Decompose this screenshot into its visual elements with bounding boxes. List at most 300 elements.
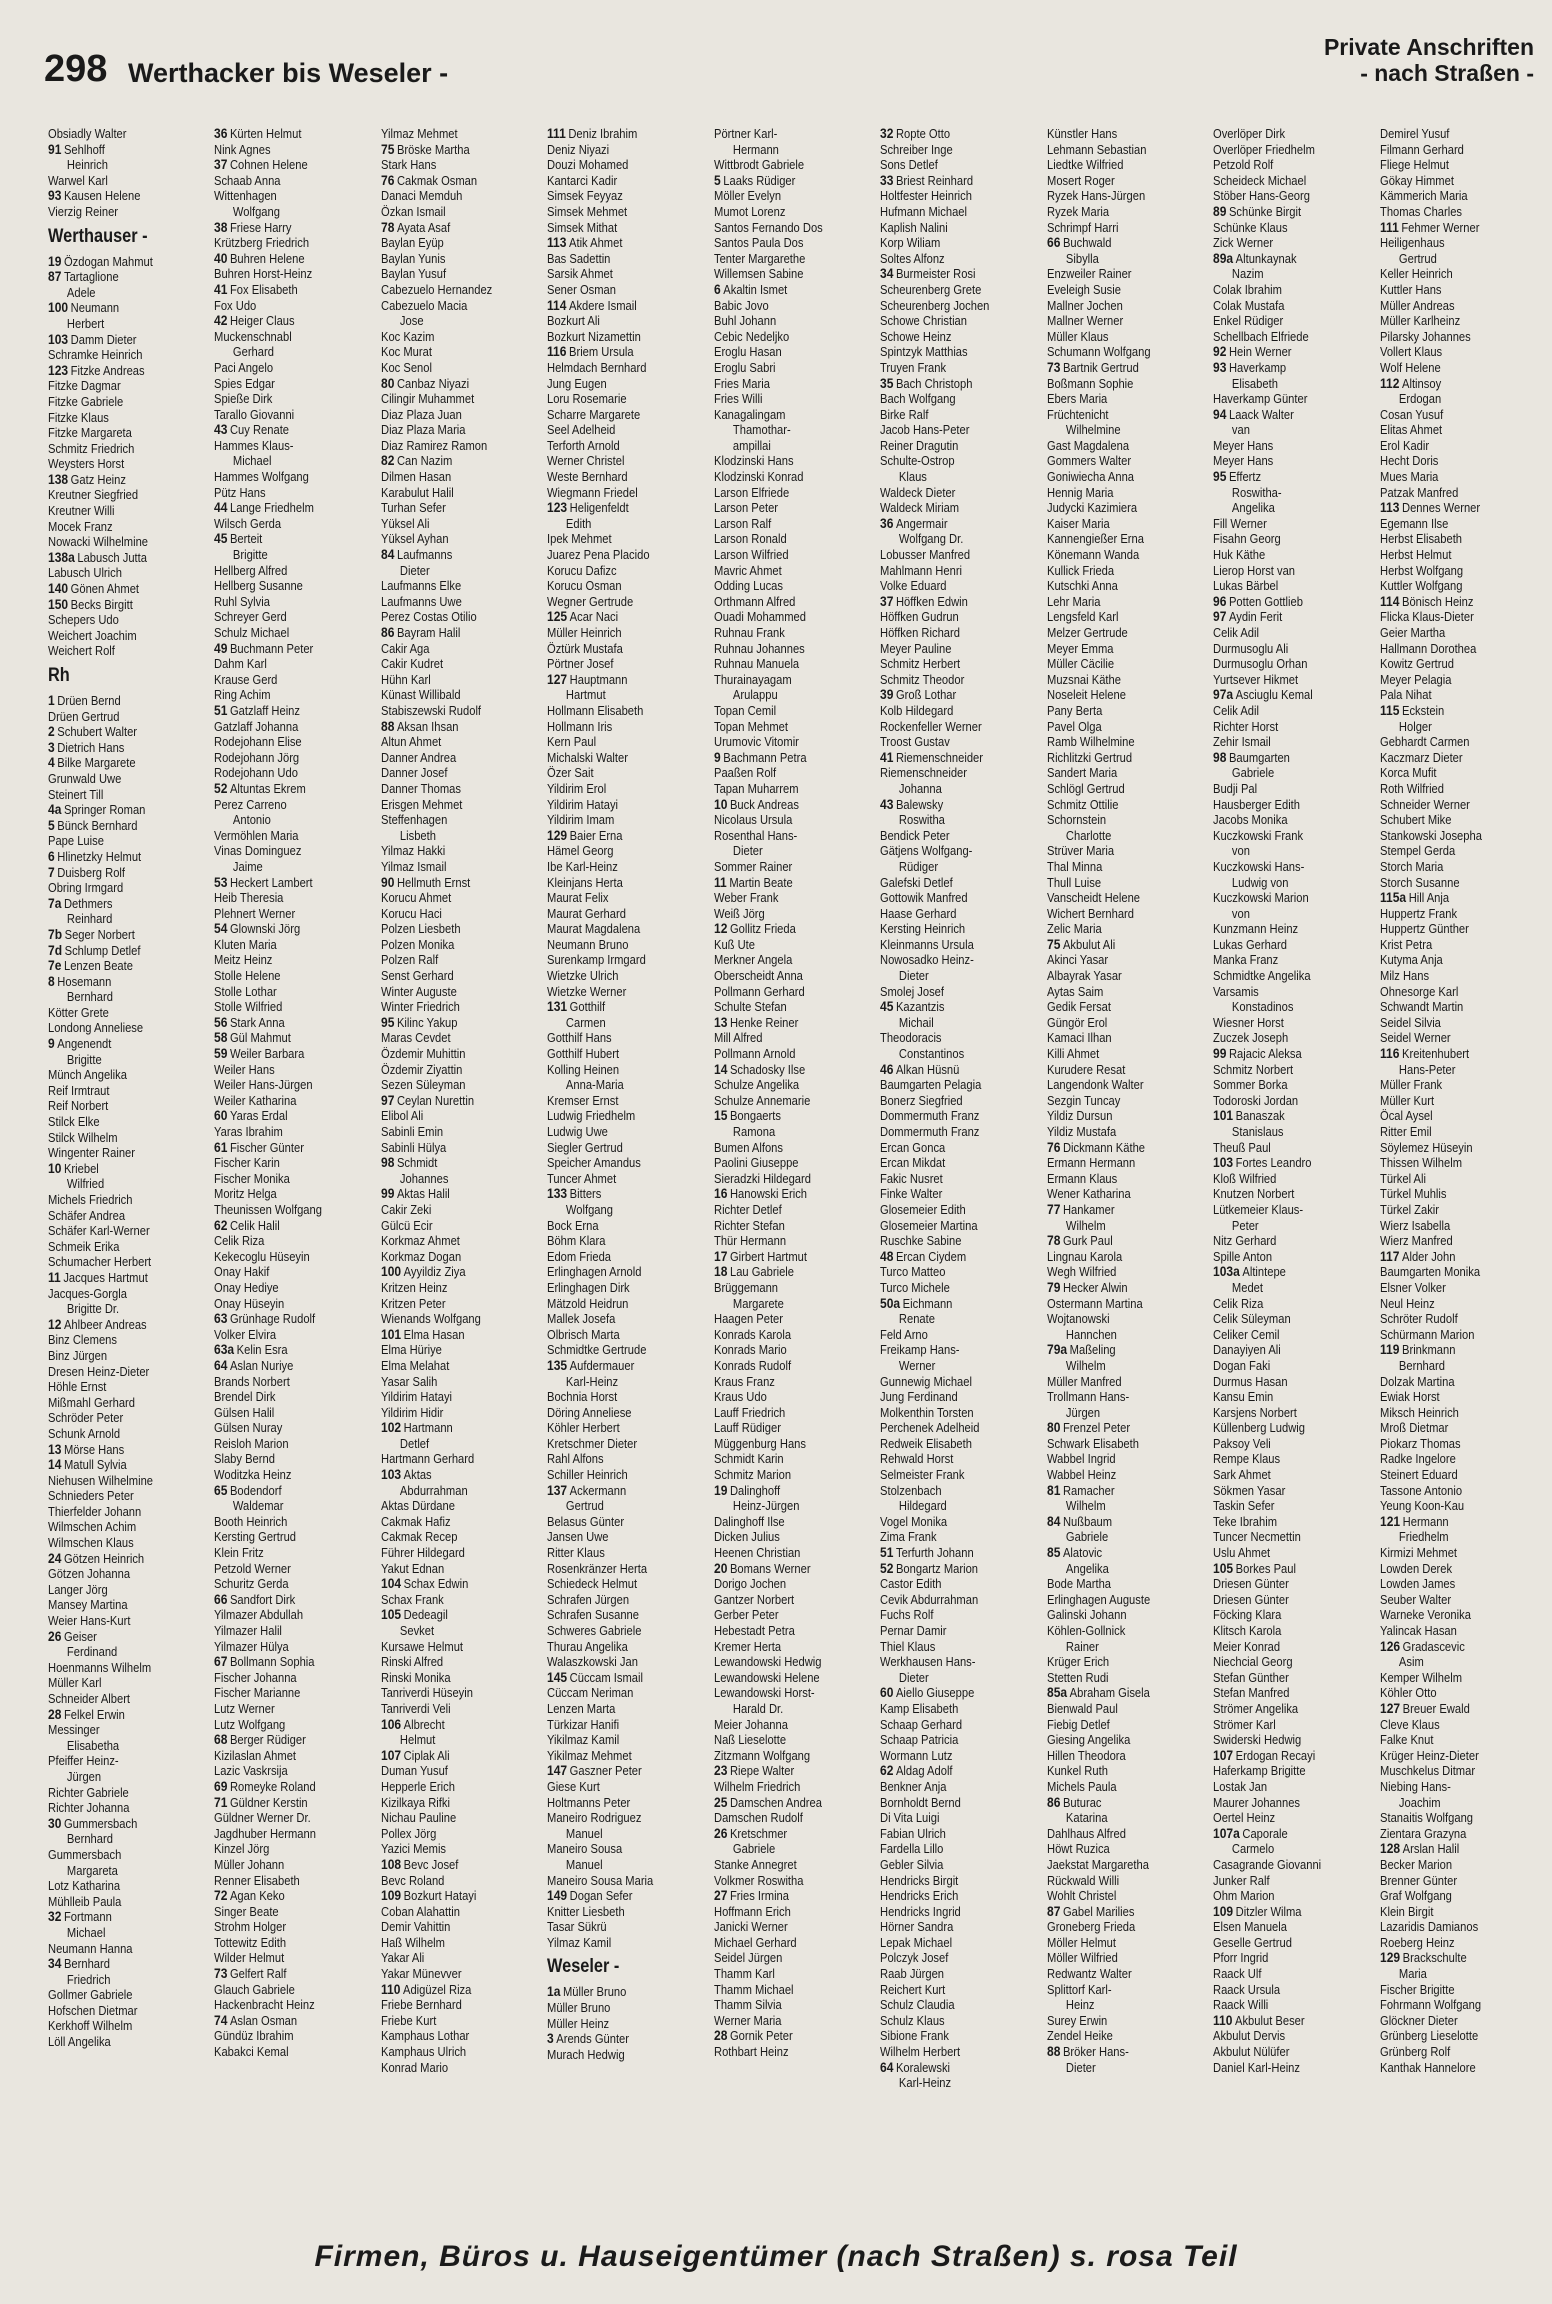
directory-entry bbox=[381, 1529, 539, 1545]
resident-name: Meyer Hans bbox=[1213, 437, 1274, 453]
resident-name: Stanke Annegret bbox=[713, 1856, 797, 1872]
directory-entry bbox=[547, 438, 705, 454]
resident-name: Rodejohann Jörg bbox=[214, 749, 300, 765]
directory-entry bbox=[547, 1498, 705, 1514]
resident-name: Olbrisch Marta bbox=[547, 1326, 621, 1342]
directory-entry bbox=[1213, 1654, 1371, 1670]
house-number: 19 bbox=[48, 253, 62, 269]
resident-name: Meyer Emma bbox=[1046, 640, 1114, 656]
resident-name: Haferkamp Brigitte bbox=[1213, 1763, 1306, 1779]
resident-name: Damschen Andrea bbox=[729, 1794, 822, 1810]
house-number: 85 bbox=[1046, 1545, 1061, 1561]
resident-name: Wilfried bbox=[66, 1176, 105, 1192]
resident-name: Roswitha bbox=[899, 812, 946, 828]
directory-entry bbox=[48, 441, 206, 457]
resident-name: Hennig Maria bbox=[1046, 484, 1114, 500]
directory-entry bbox=[880, 1701, 1038, 1717]
resident-name: Thurau Angelika bbox=[547, 1638, 629, 1654]
directory-entry bbox=[381, 1171, 539, 1187]
directory-entry bbox=[381, 1467, 539, 1483]
house-number: 43 bbox=[214, 422, 228, 438]
house-number: 65 bbox=[214, 1482, 228, 1498]
directory-entry bbox=[214, 1779, 372, 1795]
directory-entry bbox=[714, 266, 872, 282]
resident-name: Sibione Frank bbox=[880, 2028, 950, 2044]
resident-name: Jacob Hans-Peter bbox=[880, 422, 970, 438]
directory-entry bbox=[48, 740, 206, 756]
directory-entry bbox=[48, 643, 206, 659]
resident-name: Mues Maria bbox=[1379, 469, 1438, 485]
resident-name: Glosemeier Edith bbox=[880, 1201, 966, 1217]
directory-entry bbox=[214, 220, 372, 236]
directory-entry bbox=[1380, 563, 1538, 579]
house-number: 26 bbox=[713, 1825, 728, 1841]
resident-name: Dolzak Martina bbox=[1379, 1373, 1455, 1389]
directory-entry bbox=[1380, 687, 1538, 703]
resident-name: Ercan Gonca bbox=[880, 1139, 946, 1155]
resident-name: Renner Elisabeth bbox=[214, 1872, 301, 1888]
resident-name: Stanaitis Wolfgang bbox=[1379, 1810, 1473, 1826]
directory-entry bbox=[214, 906, 372, 922]
resident-name: Baumgarten Monika bbox=[1379, 1264, 1480, 1280]
resident-name: Knutzen Norbert bbox=[1213, 1186, 1295, 1202]
resident-name: Zelic Maria bbox=[1046, 921, 1102, 937]
resident-name: Wiesner Horst bbox=[1213, 1014, 1284, 1030]
resident-name: Friedrich bbox=[66, 1971, 111, 1987]
resident-name: Brüggemann bbox=[713, 1279, 778, 1295]
directory-entry bbox=[381, 1685, 539, 1701]
directory-entry bbox=[714, 1561, 872, 1577]
resident-name: Tassone Antonio bbox=[1379, 1482, 1462, 1498]
directory-entry bbox=[547, 765, 705, 781]
resident-name: Michael bbox=[66, 1924, 106, 1940]
directory-entry bbox=[1380, 1046, 1538, 1062]
resident-name: Bonerz Siegfried bbox=[880, 1092, 963, 1108]
directory-entry bbox=[381, 1654, 539, 1670]
directory-entry bbox=[1213, 1545, 1371, 1561]
directory-entry bbox=[214, 1841, 372, 1857]
house-number: 9 bbox=[48, 1036, 55, 1052]
directory-entry bbox=[714, 1592, 872, 1608]
resident-name: Trollmann Hans- bbox=[1046, 1389, 1129, 1405]
directory-entry bbox=[547, 1280, 705, 1296]
resident-name: Hackenbracht Heinz bbox=[214, 1997, 316, 2013]
resident-name: Hofschen Dietmar bbox=[48, 2002, 138, 2018]
directory-entry bbox=[547, 1108, 705, 1124]
resident-name: Grünberg Rolf bbox=[1379, 2044, 1450, 2060]
directory-entry bbox=[714, 1374, 872, 1390]
directory-entry bbox=[1380, 188, 1538, 204]
house-number: 76 bbox=[1046, 1139, 1061, 1155]
resident-name: Pany Berta bbox=[1046, 702, 1102, 718]
house-number: 64 bbox=[880, 2059, 894, 2075]
directory-entry bbox=[880, 1342, 1038, 1358]
directory-entry bbox=[1047, 1966, 1205, 1982]
directory-entry bbox=[214, 984, 372, 1000]
directory-entry bbox=[1380, 344, 1538, 360]
house-number: 56 bbox=[214, 1014, 228, 1030]
resident-name: Schnieders Peter bbox=[48, 1488, 134, 1504]
directory-entry bbox=[381, 2013, 539, 2029]
resident-name: Yildirim Erol bbox=[547, 780, 607, 796]
directory-entry bbox=[1213, 453, 1371, 469]
house-number: 114 bbox=[1379, 593, 1399, 609]
directory-entry bbox=[547, 578, 705, 594]
resident-name: Cüccam Neriman bbox=[547, 1685, 634, 1701]
directory-entry bbox=[214, 1483, 372, 1499]
resident-name: Gatz Heinz bbox=[70, 471, 126, 487]
resident-name: Ermann Hermann bbox=[1046, 1155, 1135, 1171]
directory-entry bbox=[714, 1717, 872, 1733]
resident-name: Albrecht bbox=[403, 1716, 445, 1732]
directory-entry bbox=[214, 1904, 372, 1920]
resident-name: Wabbel Heinz bbox=[1046, 1467, 1116, 1483]
footer-note: Firmen, Büros u. Hauseigentümer (nach Straßen) s. rosa Teil bbox=[314, 2240, 1238, 2273]
resident-name: Dieter bbox=[1065, 2059, 1096, 2075]
house-number: 101 bbox=[1213, 1108, 1234, 1124]
directory-entry bbox=[880, 282, 1038, 298]
directory-entry bbox=[381, 859, 539, 875]
directory-entry bbox=[1047, 188, 1205, 204]
directory-entry bbox=[1380, 1873, 1538, 1889]
resident-name: Müller Johann bbox=[214, 1856, 285, 1872]
directory-entry bbox=[381, 1451, 539, 1467]
resident-name: Giesing Angelika bbox=[1046, 1732, 1130, 1748]
directory-entry bbox=[714, 1436, 872, 1452]
directory-entry bbox=[714, 1093, 872, 1109]
directory-entry bbox=[1047, 1280, 1205, 1296]
directory-entry bbox=[214, 703, 372, 719]
directory-entry bbox=[48, 456, 206, 472]
directory-entry bbox=[381, 251, 539, 267]
resident-name: Eroglu Hasan bbox=[713, 344, 782, 360]
house-number: 103 bbox=[380, 1467, 401, 1483]
resident-name: Douzi Mohamed bbox=[547, 157, 629, 173]
resident-name: Cohnen Helene bbox=[230, 157, 309, 173]
directory-entry bbox=[714, 1826, 872, 1842]
directory-entry bbox=[48, 300, 206, 316]
resident-name: Wietzke Werner bbox=[547, 983, 627, 999]
resident-name: Cevik Abdurrahman bbox=[880, 1591, 979, 1607]
directory-entry bbox=[48, 1395, 206, 1411]
resident-name: Heenen Christian bbox=[713, 1545, 801, 1561]
resident-name: Troost Gustav bbox=[880, 734, 951, 750]
house-number: 51 bbox=[214, 702, 228, 718]
directory-entry bbox=[48, 1223, 206, 1239]
directory-entry bbox=[214, 235, 372, 251]
resident-name: Schulte Stefan bbox=[713, 999, 787, 1015]
directory-entry bbox=[214, 1717, 372, 1733]
directory-entry bbox=[1047, 1763, 1205, 1779]
resident-name: Dieter bbox=[732, 843, 763, 859]
directory-entry bbox=[381, 1873, 539, 1889]
house-number: 3 bbox=[547, 2031, 555, 2047]
directory-entry bbox=[880, 952, 1038, 968]
directory-entry bbox=[214, 531, 372, 547]
directory-entry bbox=[48, 612, 206, 628]
resident-name: Ackermann bbox=[569, 1482, 627, 1498]
house-number: 39 bbox=[880, 687, 894, 703]
directory-entry bbox=[48, 173, 206, 189]
house-number: 43 bbox=[880, 796, 894, 812]
directory-entry bbox=[714, 1748, 872, 1764]
resident-name: Steinert Eduard bbox=[1379, 1467, 1458, 1483]
resident-name: Heligenfeldt bbox=[569, 500, 630, 516]
directory-entry bbox=[1213, 797, 1371, 813]
resident-name: Holtfester Heinrich bbox=[880, 188, 973, 204]
directory-entry bbox=[381, 984, 539, 1000]
resident-name: Aldag Adolf bbox=[896, 1763, 953, 1779]
directory-entry bbox=[1047, 235, 1205, 251]
directory-entry bbox=[714, 1015, 872, 1031]
directory-entry bbox=[547, 1093, 705, 1109]
resident-name: Schröder Peter bbox=[48, 1410, 124, 1426]
resident-name: Drüen Bernd bbox=[57, 693, 121, 708]
resident-name: Diaz Plaza Maria bbox=[380, 422, 466, 438]
directory-entry bbox=[1213, 1576, 1371, 1592]
directory-entry bbox=[381, 1280, 539, 1296]
directory-entry bbox=[1213, 1779, 1371, 1795]
resident-name: Huppertz Frank bbox=[1379, 905, 1457, 921]
resident-name: Müller Heinrich bbox=[547, 625, 622, 640]
resident-name: Weichert Rolf bbox=[48, 643, 115, 659]
house-number: 81 bbox=[1046, 1482, 1061, 1498]
directory-entry bbox=[48, 880, 206, 896]
directory-entry bbox=[1213, 719, 1371, 735]
house-number: 7a bbox=[48, 895, 62, 911]
directory-entry bbox=[1380, 1155, 1538, 1171]
house-number: 106 bbox=[380, 1716, 401, 1732]
resident-name: Fitzke Gabriele bbox=[48, 393, 124, 409]
resident-name: Dickmann Käthe bbox=[1062, 1139, 1145, 1155]
resident-name: Fischer Monika bbox=[214, 1170, 291, 1186]
resident-name: Yikilmaz Mehmet bbox=[547, 1747, 633, 1763]
resident-name: Mühlleib Paula bbox=[48, 1893, 122, 1909]
directory-entry bbox=[381, 797, 539, 813]
directory-entry bbox=[547, 1576, 705, 1592]
resident-name: Maria bbox=[1398, 1966, 1427, 1982]
directory-entry bbox=[880, 1280, 1038, 1296]
resident-name: Aufdermauer bbox=[569, 1357, 635, 1373]
section-title-line1: Private Anschriften bbox=[1323, 34, 1534, 60]
directory-entry bbox=[714, 1062, 872, 1078]
resident-name: Schäfer Karl-Werner bbox=[48, 1223, 150, 1239]
resident-name: Ruhnau Johannes bbox=[713, 640, 805, 656]
resident-name: Schulze Angelika bbox=[713, 1077, 799, 1093]
resident-name: Dicken Julius bbox=[713, 1529, 780, 1545]
directory-entry bbox=[48, 1161, 206, 1177]
directory-entry bbox=[547, 2047, 705, 2063]
resident-name: Becks Birgitt bbox=[70, 596, 133, 612]
resident-name: Fohrmann Wolfgang bbox=[1379, 1997, 1481, 2013]
resident-name: Wohlt Christel bbox=[1046, 1888, 1117, 1904]
house-number: 128 bbox=[1379, 1841, 1400, 1857]
directory-entry bbox=[214, 1919, 372, 1935]
directory-entry bbox=[1213, 2044, 1371, 2060]
resident-name: Gummersbach bbox=[63, 1815, 138, 1831]
resident-name: Gatzlaff Heinz bbox=[230, 702, 301, 718]
directory-entry bbox=[714, 1607, 872, 1623]
resident-name: Bernhard bbox=[66, 989, 113, 1005]
resident-name: Ruschke Sabine bbox=[880, 1233, 962, 1249]
directory-entry bbox=[1047, 1030, 1205, 1046]
directory-entry bbox=[880, 1030, 1038, 1046]
directory-entry bbox=[714, 1046, 872, 1062]
resident-name: Ohnesorge Karl bbox=[1379, 983, 1458, 999]
directory-entry bbox=[381, 656, 539, 672]
resident-name: Gülsen Halil bbox=[214, 1404, 275, 1420]
resident-name: Küllenberg Ludwig bbox=[1213, 1420, 1306, 1436]
resident-name: Schwandt Martin bbox=[1379, 999, 1463, 1015]
directory-entry bbox=[214, 937, 372, 953]
resident-name: Burmeister Rosi bbox=[896, 266, 976, 282]
resident-name: Dogan Sefer bbox=[569, 1888, 633, 1904]
directory-entry bbox=[714, 204, 872, 220]
resident-name: Manuel bbox=[566, 1856, 603, 1872]
directory-entry bbox=[1047, 1498, 1205, 1514]
resident-name: Richter Stefan bbox=[713, 1217, 785, 1233]
directory-entry bbox=[381, 594, 539, 610]
resident-name: Aytas Saim bbox=[1046, 983, 1103, 999]
directory-entry bbox=[880, 485, 1038, 501]
directory-entry bbox=[48, 1488, 206, 1504]
directory-entry bbox=[1213, 235, 1371, 251]
resident-name: Elsner Volker bbox=[1379, 1279, 1446, 1295]
resident-name: Turco Matteo bbox=[880, 1264, 946, 1280]
directory-entry bbox=[1047, 157, 1205, 173]
resident-name: Strömer Angelika bbox=[1213, 1700, 1299, 1716]
resident-name: Schwark Elisabeth bbox=[1046, 1435, 1139, 1451]
resident-name: Weichert Joachim bbox=[48, 627, 137, 643]
directory-entry bbox=[1380, 875, 1538, 891]
resident-name: Glauch Gabriele bbox=[214, 1981, 296, 1997]
resident-name: Bröker Hans- bbox=[1062, 2044, 1129, 2060]
resident-name: Klodzinski Konrad bbox=[713, 469, 804, 485]
directory-entry bbox=[880, 516, 1038, 532]
resident-name: Rodejohann Elise bbox=[214, 734, 303, 750]
house-number: 28 bbox=[713, 2028, 728, 2044]
directory-entry bbox=[214, 1264, 372, 1280]
directory-entry bbox=[48, 833, 206, 849]
directory-entry bbox=[381, 173, 539, 189]
directory-entry bbox=[48, 410, 206, 426]
resident-name: Richter Johanna bbox=[48, 1800, 130, 1816]
resident-name: Schumacher Herbert bbox=[48, 1254, 152, 1270]
resident-name: Hlinetzky Helmut bbox=[57, 848, 142, 864]
resident-name: Möller Helmut bbox=[1046, 1934, 1116, 1950]
resident-name: Benkner Anja bbox=[880, 1778, 947, 1794]
directory-entry bbox=[214, 1077, 372, 1093]
directory-entry bbox=[1047, 1186, 1205, 1202]
directory-entry bbox=[880, 469, 1038, 485]
resident-name: Akbulut Nülüfer bbox=[1213, 2044, 1290, 2060]
resident-name: Neul Heinz bbox=[1379, 1295, 1435, 1311]
directory-entry bbox=[880, 204, 1038, 220]
resident-name: Scharre Margarete bbox=[547, 406, 641, 422]
directory-entry bbox=[381, 1810, 539, 1826]
resident-name: Junker Ralf bbox=[1213, 1872, 1270, 1888]
resident-name: Gebhardt Carmen bbox=[1379, 734, 1470, 750]
house-number: 14 bbox=[713, 1061, 728, 1077]
house-number: 74 bbox=[214, 2012, 228, 2028]
resident-name: Kleinmanns Ursula bbox=[880, 936, 975, 952]
resident-name: Hartmann Gerhard bbox=[380, 1451, 475, 1467]
resident-name: Warneke Veronika bbox=[1379, 1607, 1471, 1623]
directory-entry bbox=[48, 1270, 206, 1286]
house-number: 87 bbox=[1046, 1903, 1061, 1919]
resident-name: Gotthilf bbox=[569, 999, 606, 1015]
directory-entry bbox=[214, 360, 372, 376]
directory-entry bbox=[1380, 1218, 1538, 1234]
resident-name: Larson Elfriede bbox=[713, 484, 789, 500]
directory-entry bbox=[48, 363, 206, 379]
house-number: 36 bbox=[214, 126, 228, 141]
directory-entry bbox=[48, 1707, 206, 1723]
directory-entry bbox=[880, 1904, 1038, 1920]
directory-entry bbox=[48, 1925, 206, 1941]
resident-name: Volker Elvira bbox=[214, 1326, 277, 1342]
resident-name: Bodendorf bbox=[230, 1482, 283, 1498]
directory-entry bbox=[381, 531, 539, 547]
directory-entry bbox=[1380, 921, 1538, 937]
resident-name: Wierz Manfred bbox=[1379, 1233, 1453, 1249]
resident-name: Müller Frank bbox=[1379, 1077, 1442, 1093]
house-number: 73 bbox=[1046, 359, 1061, 375]
directory-entry bbox=[1047, 1997, 1205, 2013]
directory-entry bbox=[714, 781, 872, 797]
directory-entry bbox=[1213, 921, 1371, 937]
directory-entry bbox=[1380, 641, 1538, 657]
directory-entry bbox=[381, 1093, 539, 1109]
resident-name: Kabakci Kemal bbox=[214, 2044, 290, 2060]
resident-name: Sabinli Emin bbox=[380, 1124, 444, 1139]
directory-entry bbox=[1380, 1904, 1538, 1920]
directory-entry bbox=[880, 890, 1038, 906]
directory-entry bbox=[48, 1379, 206, 1395]
directory-entry bbox=[1213, 2028, 1371, 2044]
directory-entry bbox=[1047, 142, 1205, 158]
house-number: 126 bbox=[1379, 1638, 1400, 1654]
resident-name: Müller Manfred bbox=[1046, 1373, 1122, 1389]
directory-entry bbox=[381, 516, 539, 532]
directory-entry bbox=[1047, 1420, 1205, 1436]
directory-entry bbox=[1380, 1935, 1538, 1951]
resident-name: Reif Norbert bbox=[48, 1098, 109, 1114]
resident-name: Wabbel Ingrid bbox=[1046, 1451, 1116, 1467]
resident-name: Schowe Christian bbox=[880, 313, 968, 329]
resident-name: Dennes Werner bbox=[1401, 500, 1480, 516]
directory-entry bbox=[214, 765, 372, 781]
resident-name: Löll Angelika bbox=[48, 2034, 111, 2050]
directory-entry bbox=[48, 755, 206, 771]
directory-entry bbox=[1213, 1171, 1371, 1187]
resident-name: Holtmanns Peter bbox=[547, 1794, 631, 1810]
resident-name: Bönisch Heinz bbox=[1401, 593, 1474, 609]
directory-entry bbox=[880, 1374, 1038, 1390]
resident-name: Canbaz Niyazi bbox=[396, 375, 469, 391]
resident-name: Jacques-Gorgla bbox=[48, 1285, 127, 1301]
resident-name: Pollex Jörg bbox=[380, 1825, 437, 1841]
directory-entry bbox=[1213, 828, 1371, 844]
directory-entry bbox=[48, 989, 206, 1005]
street-name: Weseler - bbox=[547, 1956, 620, 1978]
resident-name: Paolini Giuseppe bbox=[713, 1155, 799, 1171]
directory-entry bbox=[48, 787, 206, 803]
directory-entry bbox=[547, 906, 705, 922]
directory-entry bbox=[381, 266, 539, 282]
directory-entry bbox=[214, 1030, 372, 1046]
resident-name: Neumann bbox=[70, 300, 120, 316]
